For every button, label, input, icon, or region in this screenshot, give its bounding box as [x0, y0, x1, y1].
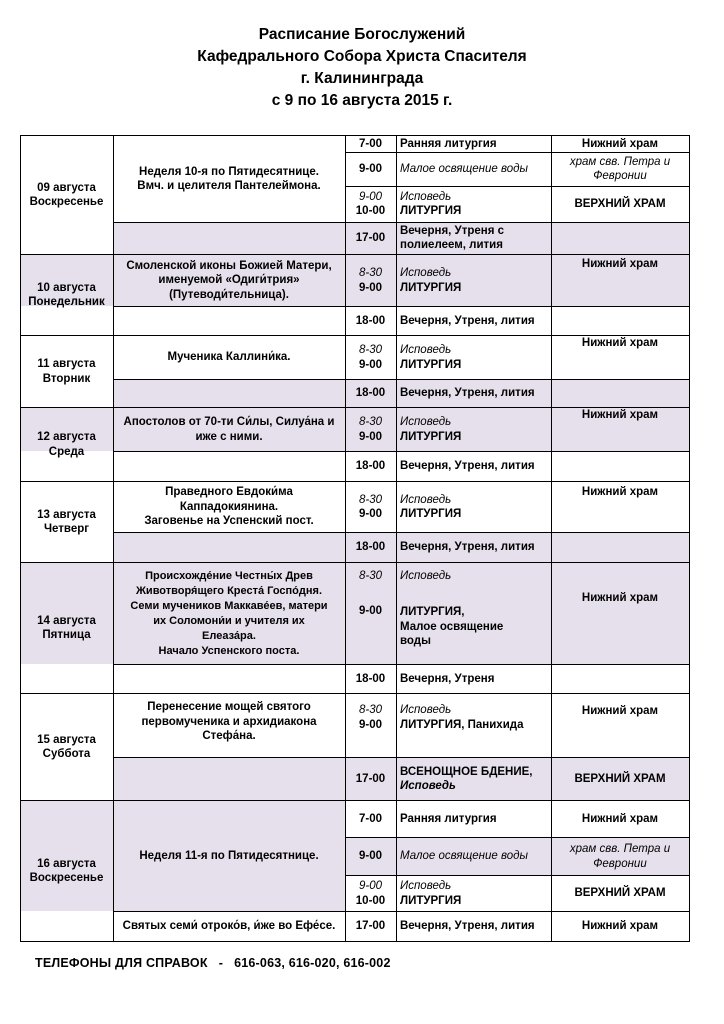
day-date: 13 августа: [37, 508, 96, 521]
service-pair: [396, 336, 551, 379]
service: ЛИТУРГИЯ: [400, 281, 462, 294]
place: Нижний храм: [581, 920, 659, 933]
service-line: Вечерня, Утреня с: [400, 224, 505, 237]
feast-line: Елеаза́ра.: [202, 629, 256, 642]
feast-cell-09: [113, 136, 345, 222]
time: 17-00: [355, 772, 386, 785]
feast-line: Смоленской иконы Божией Матери,: [126, 259, 332, 272]
feast-line: Стефа́на.: [202, 730, 256, 742]
service: Малое освящение воды: [400, 162, 528, 175]
service: Вечерня, Утреня: [400, 672, 495, 685]
service: [396, 222, 551, 254]
day-date: 16 августа: [37, 857, 96, 870]
service-pair: [396, 876, 551, 911]
feast-line: Неделя 10-я по Пятидесятнице.: [139, 165, 319, 178]
place: Нижний храм: [581, 812, 659, 825]
service: Исповедь: [400, 416, 452, 428]
service-pair: [396, 694, 551, 757]
title-line-3: г. Калининграда: [300, 70, 424, 87]
service: ЛИТУРГИЯ: [400, 358, 462, 371]
day-weekday: Вторник: [42, 372, 91, 385]
service: ЛИТУРГИЯ: [400, 430, 462, 443]
time: 8-30: [358, 416, 383, 428]
phones-numbers: 616-063, 616-020, 616-002: [234, 956, 391, 970]
time: 18-00: [355, 387, 386, 400]
service-pair: [396, 482, 551, 532]
service-pair: [396, 186, 551, 222]
phones-label: ТЕЛЕФОНЫ ДЛЯ СПРАВОК -: [35, 956, 235, 970]
place-line: храм свв. Петра и: [569, 843, 671, 855]
day-cell-13: [20, 482, 113, 562]
time: 8-30: [358, 267, 383, 279]
place-line: храм свв. Петра и: [569, 155, 671, 168]
day-weekday: Понедельник: [28, 296, 105, 308]
day-cell-15: [20, 694, 113, 800]
place: [551, 152, 689, 186]
day-weekday: Суббота: [42, 748, 91, 760]
place: Нижний храм: [581, 258, 659, 271]
time: 9-00: [358, 605, 383, 617]
service: ЛИТУРГИЯ: [400, 205, 462, 217]
place: Нижний храм: [581, 137, 659, 150]
service-pair: [396, 255, 551, 306]
service: Вечерня, Утреня, лития: [400, 541, 535, 554]
title-line-2: Кафедрального Собора Христа Спасителя: [197, 48, 527, 65]
service-line: полиелеем, лития: [400, 239, 503, 251]
feast-line: Апостолов от 70-ти Си́лы, Силуа́на и: [123, 416, 335, 428]
feast-line: Начало Успенского поста.: [158, 644, 300, 657]
service-line: воды: [400, 635, 431, 647]
service: Ранняя литургия: [400, 137, 497, 150]
feast-line: Вмч. и целителя Пантелеймона.: [137, 180, 321, 192]
place: Нижний храм: [581, 592, 659, 605]
service-line: ЛИТУРГИЯ,: [400, 606, 465, 618]
place: ВЕРХНИЙ ХРАМ: [574, 887, 666, 900]
time: 9-00: [358, 190, 383, 203]
service: Исповедь: [400, 344, 452, 356]
service: Вечерня, Утреня, лития: [400, 387, 535, 400]
feast-line: именуемой «Одиги́трия»: [158, 274, 300, 287]
day-cell-12: [20, 408, 113, 481]
time: 9-00: [358, 880, 383, 892]
service: Исповедь: [400, 880, 452, 892]
service: Малое освящение воды: [400, 850, 528, 863]
time: 9-00: [358, 508, 383, 520]
day-weekday: Среда: [48, 445, 85, 458]
day-weekday: Пятница: [42, 629, 91, 641]
time-pair: [345, 876, 396, 911]
time: 18-00: [355, 314, 386, 327]
place-line: Февронии: [593, 170, 647, 182]
time: 9-00: [358, 281, 383, 294]
time: 7-00: [358, 137, 383, 150]
time: 17-00: [355, 920, 386, 933]
day-cell-10: [20, 255, 113, 335]
service-pair: [396, 408, 551, 451]
title-line-4: с 9 по 16 августа 2015 г.: [271, 92, 453, 109]
time: 9-00: [358, 850, 383, 863]
day-date: 14 августа: [37, 614, 96, 627]
time: 9-00: [358, 358, 383, 371]
day-cell-16: [20, 801, 113, 941]
time-pair: [345, 186, 396, 222]
service-line: Малое освящение: [400, 620, 504, 633]
place: Нижний храм: [581, 704, 659, 717]
service: Исповедь: [400, 780, 456, 792]
place: ВЕРХНИЙ ХРАМ: [574, 772, 666, 785]
title-line-1: Расписание Богослужений: [258, 26, 466, 43]
service: Исповедь: [400, 190, 452, 203]
time: 7-00: [358, 812, 383, 825]
service: Исповедь: [400, 267, 452, 279]
service: ЛИТУРГИЯ, Панихида: [400, 718, 524, 731]
service-pair: [396, 758, 551, 800]
feast-line: Животворя́щего Креста́ Госпо́дня.: [135, 584, 323, 597]
place: Нижний храм: [581, 485, 659, 498]
time: 17-00: [355, 231, 386, 244]
contact-phones: [35, 956, 391, 970]
time: 18-00: [355, 541, 386, 554]
service: Вечерня, Утреня, лития: [400, 314, 535, 327]
feast-cell-16b: Святых семи́ отроко́в, и́же во Ефе́се.: [122, 920, 336, 933]
feast-line: Заговенье на Успенский пост.: [144, 515, 314, 528]
feast-cell-15: [113, 694, 345, 757]
feast-line: первомученика и архидиакона: [141, 715, 317, 728]
day-weekday: Четверг: [43, 523, 90, 535]
time: 8-30: [358, 704, 383, 716]
feast-cell-12: [113, 408, 345, 451]
day-date: 11 августа: [37, 358, 96, 370]
time: 10-00: [355, 894, 386, 907]
day-date: 12 августа: [37, 431, 96, 443]
time: 9-00: [358, 162, 383, 175]
feast-line: Семи мучеников Маккаве́ев, матери: [130, 599, 328, 612]
day-date: 10 августа: [37, 281, 96, 294]
time-pair: [345, 336, 396, 379]
time-pair: [345, 694, 396, 757]
service: Исповедь: [400, 570, 452, 582]
time: 8-30: [358, 344, 383, 356]
time: 9-00: [358, 430, 383, 443]
service: ВСЕНОЩНОЕ БДЕНИЕ,: [400, 765, 533, 778]
service: Вечерня, Утреня, лития: [400, 920, 535, 933]
time: 10-00: [355, 205, 386, 217]
place: Нижний храм: [581, 336, 659, 349]
place-line: Февронии: [593, 857, 647, 870]
day-weekday: Воскресенье: [29, 196, 104, 208]
place: Нижний храм: [581, 409, 659, 422]
time: 8-30: [358, 570, 383, 582]
time-pair: [345, 408, 396, 451]
feast-cell-14: [113, 563, 345, 664]
day-cell-11: [20, 336, 113, 407]
service: ЛИТУРГИЯ: [400, 894, 462, 907]
feast-line: Каппадокиянина.: [179, 500, 279, 513]
page-title: [0, 24, 724, 112]
feast-cell-16: Неделя 11-я по Пятидесятнице.: [139, 849, 319, 862]
time: 8-30: [358, 493, 383, 506]
place: [551, 838, 689, 875]
time: 9-00: [358, 718, 383, 731]
time: 18-00: [355, 672, 386, 685]
service: Ранняя литургия: [400, 812, 497, 825]
feast-cell-13: [113, 482, 345, 532]
service: Вечерня, Утреня, лития: [400, 460, 535, 473]
feast-cell-11: Мученика Каллини́ка.: [167, 351, 291, 364]
time-pair: [345, 255, 396, 306]
day-weekday: Воскресенье: [29, 872, 104, 884]
day-cell-09: [20, 136, 113, 254]
feast-line: (Путеводи́тельница).: [169, 288, 289, 301]
feast-line: Перенесение мощей святого: [147, 701, 311, 713]
feast-line: Происхожде́ние Честны́х Древ: [145, 569, 313, 582]
service: Исповедь: [400, 493, 452, 506]
feast-cell-10: [113, 255, 345, 306]
time-pair: [345, 482, 396, 532]
day-date: 09 августа: [37, 181, 96, 194]
day-cell-14: [20, 563, 113, 693]
day-date: 15 августа: [37, 733, 96, 746]
feast-line: Праведного Евдоки́ма: [165, 486, 293, 499]
place: ВЕРХНИЙ ХРАМ: [574, 197, 666, 210]
feast-line: иже с ними.: [195, 430, 263, 443]
service: ЛИТУРГИЯ: [400, 508, 462, 520]
service: Исповедь: [400, 704, 452, 716]
time: 18-00: [355, 460, 386, 473]
feast-line: их Соломони́и и учителя их: [153, 614, 305, 627]
service: [400, 605, 550, 655]
shade: [113, 222, 345, 254]
